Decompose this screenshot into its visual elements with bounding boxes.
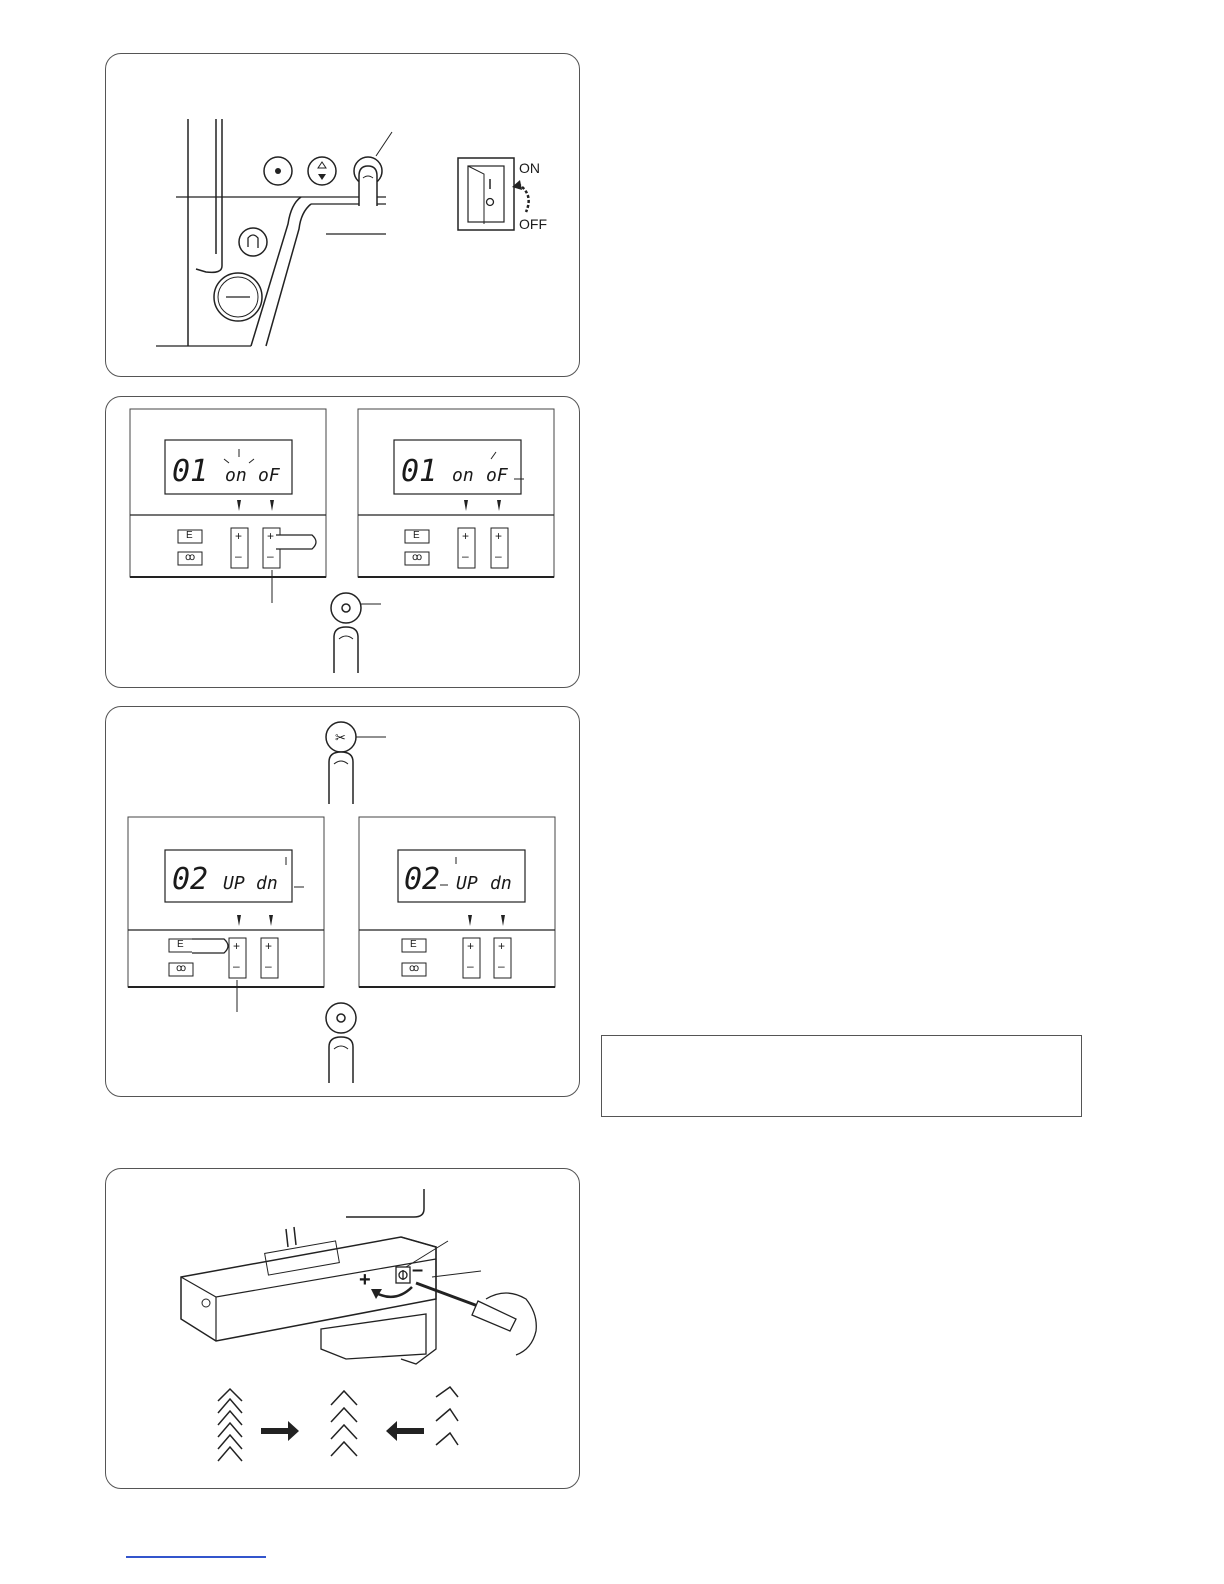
minus-key-p3-2[interactable]: – [265, 959, 272, 973]
minus-sign: – [412, 1259, 424, 1281]
set-button-panel3[interactable] [326, 1003, 356, 1033]
needle-key-right[interactable]: ꝏ [412, 552, 423, 563]
needle-key-p3[interactable]: ꝏ [176, 963, 187, 974]
lcd-left-option-b-2: dn [256, 873, 278, 894]
lcd-right-number-2: 02 [404, 862, 441, 897]
stitch-balanced [331, 1391, 357, 1456]
plus-key-p3-2[interactable]: + [265, 939, 273, 953]
feed-balance-dial[interactable] [396, 1267, 410, 1283]
power-off-label: OFF [519, 216, 547, 232]
plus-key-p3-1[interactable]: + [233, 939, 241, 953]
finger-icon [359, 166, 377, 206]
arrow-right-icon [261, 1421, 299, 1441]
needle-key[interactable]: ꝏ [185, 552, 196, 563]
minus-key-1[interactable]: – [235, 549, 242, 563]
panel-thread-cutter-setup [105, 53, 580, 377]
e-key[interactable]: E [186, 530, 193, 541]
needle-key-p3-right[interactable]: ꝏ [409, 963, 420, 974]
e-key-right[interactable]: E [413, 530, 420, 541]
plus-key-3[interactable]: + [462, 529, 470, 543]
lcd-right-option-b-2: dn [490, 873, 512, 894]
lcd-right-option-a: on [452, 465, 474, 486]
panel-feed-balance [105, 1168, 580, 1489]
minus-key-p3-1[interactable]: – [233, 959, 240, 973]
panel-mode-02 [105, 706, 580, 1097]
lcd-left-number: 01 [172, 454, 209, 489]
needle-up-down-button[interactable] [308, 157, 336, 185]
plus-key-1[interactable]: + [235, 529, 243, 543]
lcd-right-option-b: oF [486, 465, 508, 486]
power-switch[interactable] [458, 158, 514, 230]
note-box [601, 1035, 1082, 1117]
arrow-left-icon [386, 1421, 424, 1441]
svg-text:✂: ✂ [335, 730, 346, 745]
plus-key-p3-4[interactable]: + [498, 939, 506, 953]
reverse-button[interactable] [239, 228, 267, 256]
lcd-left-option-b: oF [258, 465, 280, 486]
power-on-label: ON [519, 160, 540, 176]
stitch-too-close [218, 1389, 242, 1461]
footer-line [126, 1556, 266, 1558]
minus-key-p3-3[interactable]: – [467, 959, 474, 973]
minus-key-3[interactable]: – [462, 549, 469, 563]
plus-key-4[interactable]: + [495, 529, 503, 543]
plus-key-2[interactable]: + [267, 529, 275, 543]
e-key-p3[interactable]: E [177, 939, 184, 950]
lcd-left-option-a-2: UP [223, 873, 245, 894]
lcd-left-number-2: 02 [172, 862, 209, 897]
minus-key-4[interactable]: – [495, 549, 502, 563]
start-stop-button[interactable] [214, 273, 262, 321]
e-key-p3-right[interactable]: E [410, 939, 417, 950]
set-button[interactable] [264, 157, 292, 185]
lcd-right-number: 01 [401, 454, 438, 489]
stitch-too-wide [436, 1387, 458, 1445]
plus-key-p3-3[interactable]: + [467, 939, 475, 953]
panel-mode-01 [105, 396, 580, 688]
minus-key-p3-4[interactable]: – [498, 959, 505, 973]
thread-cutter-button-panel3[interactable] [326, 722, 356, 752]
minus-key-2[interactable]: – [267, 549, 274, 563]
set-button-panel2[interactable] [331, 593, 361, 623]
lcd-left-option-a: on [225, 465, 247, 486]
lcd-right-option-a-2: UP [456, 873, 478, 894]
plus-sign: + [359, 1269, 371, 1291]
